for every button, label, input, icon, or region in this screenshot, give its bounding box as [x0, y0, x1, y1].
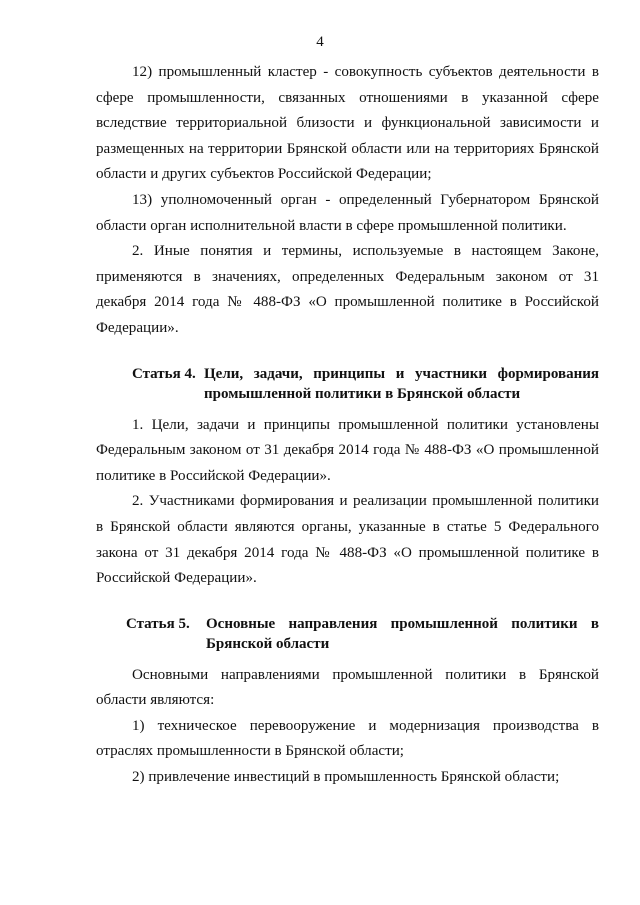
article-5-paragraph-item-2: 2) привлечение инвестиций в промышленность Брянской области;: [132, 769, 560, 786]
article-4-paragraph-2: 2. Участниками формирования и реализации промышленной политики в Брянской области являются органы, указанные в статье 5 Федерального закона от 31 декабря 2014 года № 488-ФЗ «О промышленной политике в Российской Федерации».: [96, 493, 599, 587]
article-5-paragraph-item-1: 1) техническое перевооружение и модернизация производства в отраслях промышленности в Брянской области;: [96, 717, 599, 760]
page-number: 4: [316, 34, 324, 50]
article-5-number: Статья 5.: [126, 615, 190, 632]
article-5-title: Основные направления промышленной политики в Брянской области: [206, 615, 599, 652]
paragraph-item-12: 12) промышленный кластер - совокупность субъектов деятельности в сфере промышленности, связанных отношениями в указанной сфере вследствие территориальной близости и функциональной зависимости и размещенных на территории Брянской области или на территориях Брянской области и других субъектов Российской Федерации;: [96, 64, 599, 183]
document-body: [96, 60, 599, 791]
article-5-paragraph-intro: Основными направлениями промышленной политики в Брянской области являются:: [96, 666, 599, 709]
article-5-heading: [96, 614, 599, 654]
paragraph-clause-2: 2. Иные понятия и термины, используемые в настоящем Законе, применяются в значениях, определенных Федеральным законом от 31 декабря 2014 года № 488-ФЗ «О промышленной политике в Российской Федерации».: [96, 243, 599, 336]
article-4-number: Статья 4.: [132, 365, 196, 382]
article-4-paragraph-1: 1. Цели, задачи и принципы промышленной политики установлены Федеральным законом от 31 декабря 2014 года № 488-ФЗ «О промышленной политике в Российской Федерации».: [96, 416, 599, 484]
paragraph-item-13: 13) уполномоченный орган - определенный Губернатором Брянской области орган исполнительной власти в сфере промышленной политики.: [96, 191, 599, 234]
article-4-title: Цели, задачи, принципы и участники формирования промышленной политики в Брянской области: [204, 365, 599, 402]
article-4-heading: [96, 364, 599, 404]
